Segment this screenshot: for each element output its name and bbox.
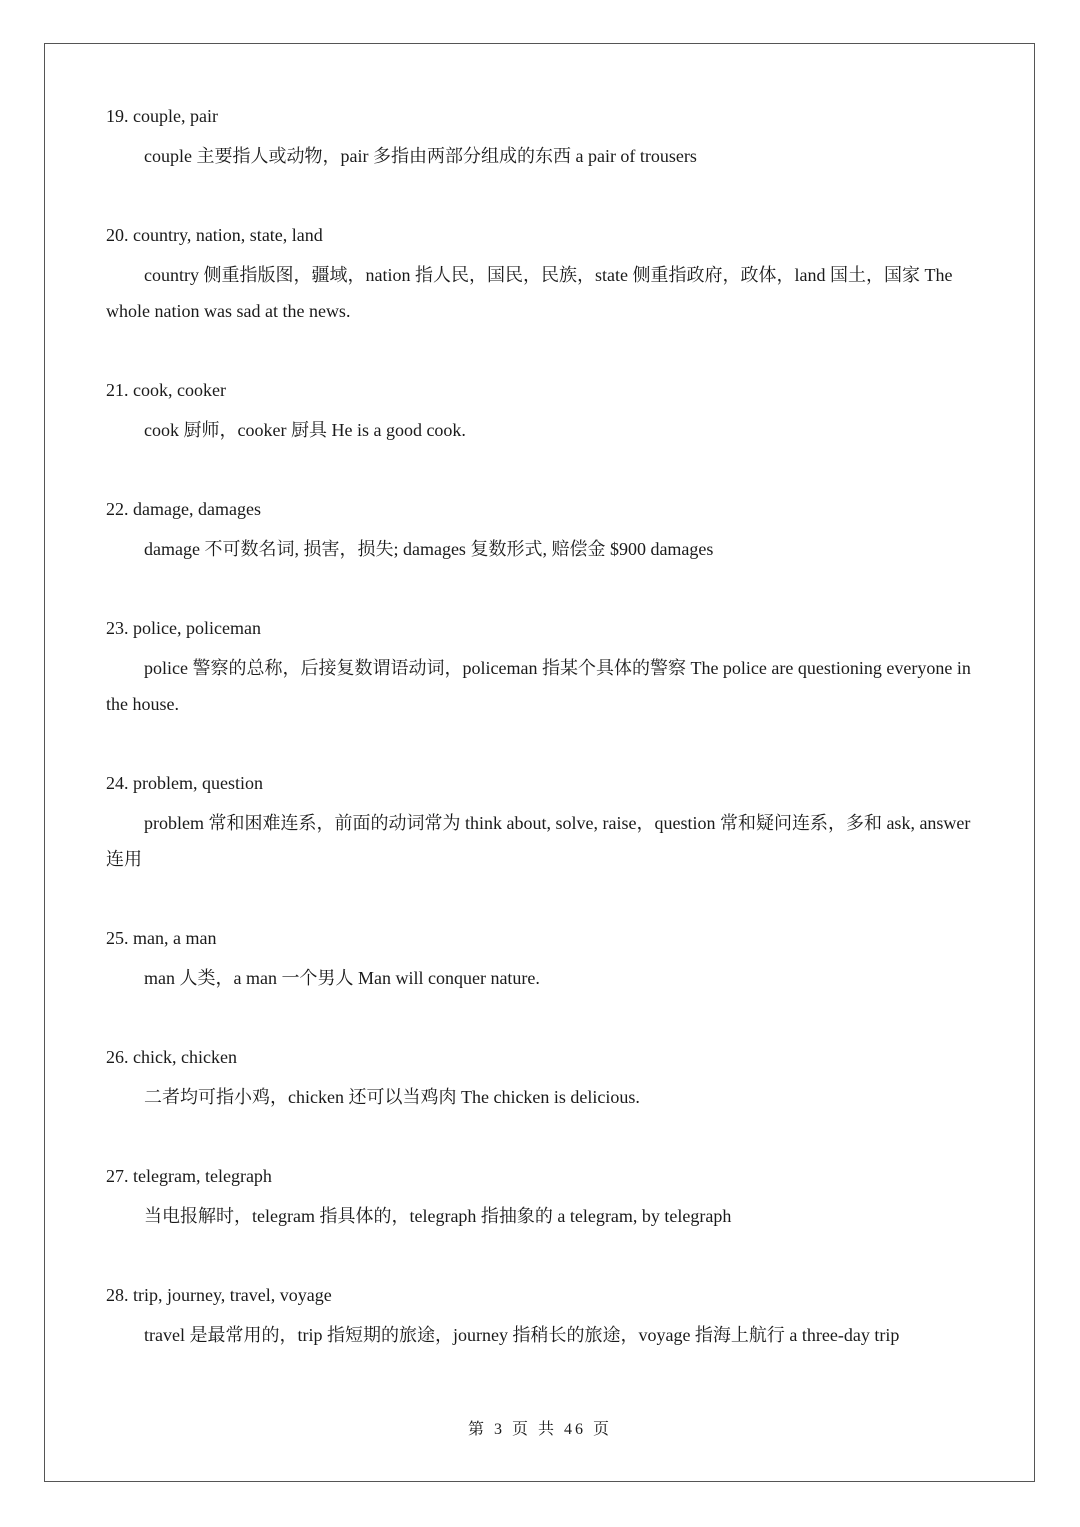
entry-explanation: 二者均可指小鸡，chicken 还可以当鸡肉 The chicken is delicious. bbox=[144, 1087, 640, 1107]
vocabulary-entry bbox=[106, 1039, 976, 1115]
entry-explanation: country 侧重指版图，疆域，nation 指人民，国民，民族，state 侧重指政府，政体，land 国土，国家 The whole nation was sad at the news. bbox=[106, 265, 953, 321]
vocabulary-entry bbox=[106, 1158, 976, 1234]
vocabulary-entry bbox=[106, 98, 976, 174]
vocabulary-entry bbox=[106, 610, 976, 722]
entry-title: 27. telegram, telegraph bbox=[106, 1166, 272, 1186]
entry-title: 25. man, a man bbox=[106, 928, 217, 948]
entry-explanation: man 人类，a man 一个男人 Man will conquer nature. bbox=[144, 968, 540, 988]
entry-title: 26. chick, chicken bbox=[106, 1047, 237, 1067]
vocabulary-entry bbox=[106, 217, 976, 329]
entry-explanation: problem 常和困难连系，前面的动词常为 think about, solve, raise，question 常和疑问连系，多和 ask, answer 连用 bbox=[106, 813, 971, 869]
document-content bbox=[106, 98, 976, 1353]
entry-title: 19. couple, pair bbox=[106, 106, 218, 126]
entry-explanation: damage 不可数名词, 损害，损失; damages 复数形式, 赔偿金 $900 damages bbox=[144, 539, 714, 559]
page-number-footer: 第 3 页 共 46 页 bbox=[467, 1421, 612, 1438]
vocabulary-entry bbox=[106, 920, 976, 996]
entry-title: 23. police, policeman bbox=[106, 618, 261, 638]
vocabulary-entry bbox=[106, 491, 976, 567]
vocabulary-entry bbox=[106, 765, 976, 877]
entry-explanation: couple 主要指人或动物，pair 多指由两部分组成的东西 a pair of trousers bbox=[144, 146, 697, 166]
entry-title: 24. problem, question bbox=[106, 773, 263, 793]
entry-title: 28. trip, journey, travel, voyage bbox=[106, 1285, 332, 1305]
entry-explanation: travel 是最常用的，trip 指短期的旅途，journey 指稍长的旅途，voyage 指海上航行 a three-day trip bbox=[144, 1325, 900, 1345]
entry-explanation: cook 厨师，cooker 厨具 He is a good cook. bbox=[144, 420, 466, 440]
entry-title: 21. cook, cooker bbox=[106, 380, 226, 400]
vocabulary-entry bbox=[106, 372, 976, 448]
entry-title: 20. country, nation, state, land bbox=[106, 225, 323, 245]
entry-explanation: police 警察的总称，后接复数谓语动词，policeman 指某个具体的警察 The police are questioning everyone in the house. bbox=[106, 658, 971, 714]
vocabulary-entry bbox=[106, 1277, 976, 1353]
entry-title: 22. damage, damages bbox=[106, 499, 261, 519]
entry-explanation: 当电报解时，telegram 指具体的，telegraph 指抽象的 a telegram, by telegraph bbox=[144, 1206, 732, 1226]
